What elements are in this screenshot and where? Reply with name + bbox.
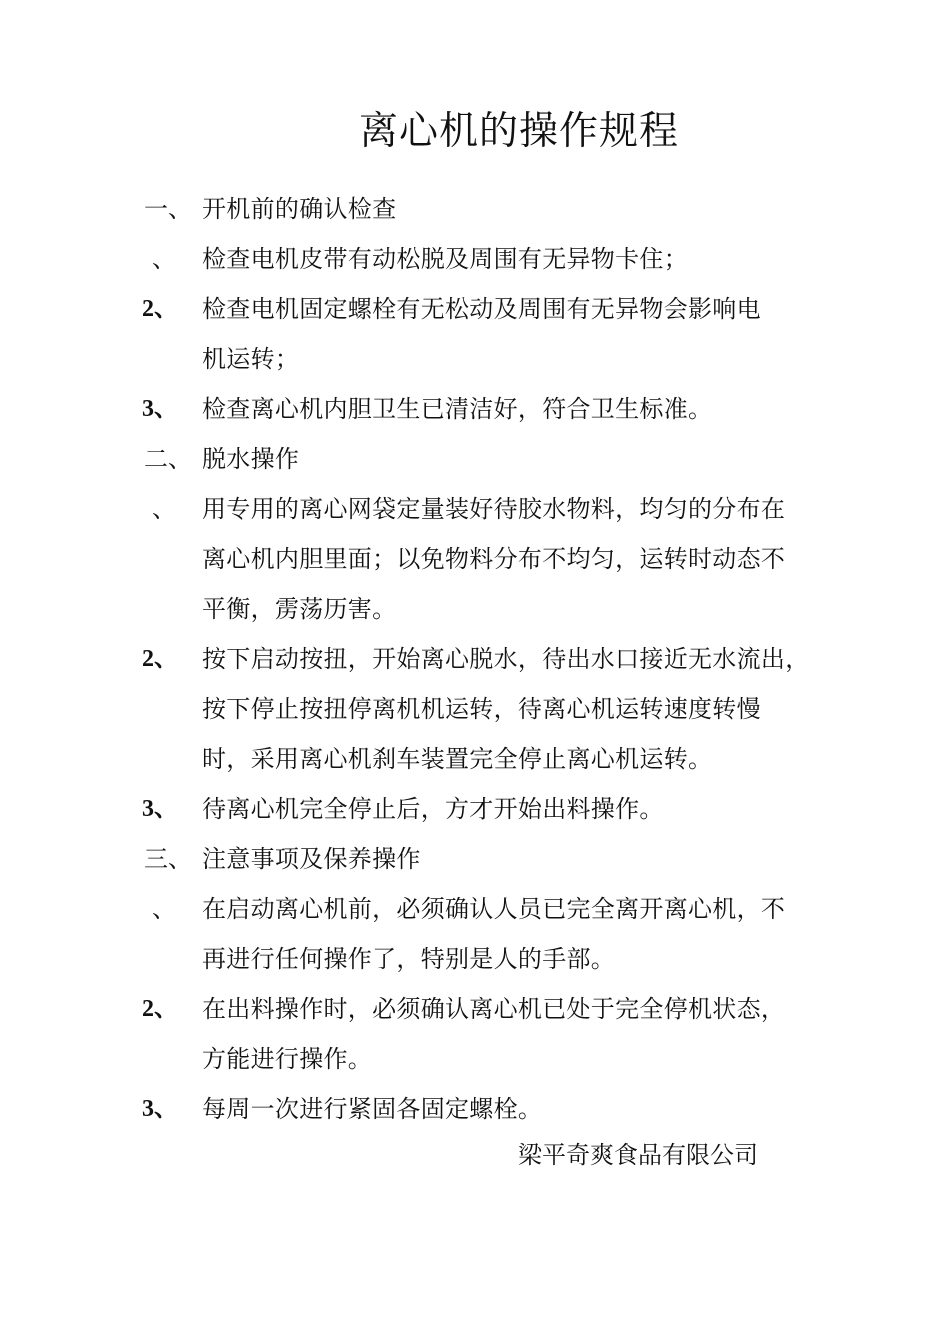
section-number: 二、 xyxy=(144,445,192,473)
section-heading-text: 注意事项及保养操作 xyxy=(202,845,421,873)
item-number: 、 xyxy=(152,495,176,523)
item-text: 平衡，雳荡历害。 xyxy=(202,595,397,623)
list-item xyxy=(0,1084,950,1134)
item-text: 检查离心机内胆卫生已清洁好，符合卫生标准。 xyxy=(202,395,713,423)
section-heading-3 xyxy=(0,834,950,884)
list-item-continuation xyxy=(0,584,950,634)
section-heading-text: 开机前的确认检查 xyxy=(202,195,397,223)
section-heading-1 xyxy=(0,184,950,234)
item-number: 、 xyxy=(152,245,176,273)
item-text: 再进行任何操作了，特别是人的手部。 xyxy=(202,945,616,973)
item-number: 2、 xyxy=(142,646,178,672)
list-item xyxy=(0,234,950,284)
list-item xyxy=(0,634,950,684)
item-text: 方能进行操作。 xyxy=(202,1045,373,1073)
item-text: 机运转； xyxy=(202,345,300,373)
item-text: 检查电机皮带有动松脱及周围有无异物卡住； xyxy=(202,245,688,273)
item-number: 3、 xyxy=(142,796,178,822)
item-text: 按下启动按扭，开始离心脱水，待出水口接近无水流出， xyxy=(202,645,810,673)
list-item-continuation xyxy=(0,1034,950,1084)
item-text: 用专用的离心网袋定量装好待胶水物料，均匀的分布在 xyxy=(202,495,786,523)
list-item-continuation xyxy=(0,934,950,984)
list-item xyxy=(0,384,950,434)
section-heading-2 xyxy=(0,434,950,484)
page-title: 离心机的操作规程 xyxy=(358,109,679,154)
item-text: 时，采用离心机刹车装置完全停止离心机运转。 xyxy=(202,745,713,773)
item-text: 在出料操作时，必须确认离心机已处于完全停机状态， xyxy=(202,995,786,1023)
company-signature: 梁平奇爽食品有限公司 xyxy=(518,1141,758,1169)
section-heading-text: 脱水操作 xyxy=(202,445,300,473)
item-number: 2、 xyxy=(142,996,178,1022)
list-item xyxy=(0,284,950,334)
item-number: 2、 xyxy=(142,296,178,322)
item-text: 每周一次进行紧固各固定螺栓。 xyxy=(202,1095,543,1123)
list-item xyxy=(0,984,950,1034)
list-item xyxy=(0,484,950,534)
list-item xyxy=(0,884,950,934)
item-text: 检查电机固定螺栓有无松动及周围有无异物会影响电 xyxy=(202,295,761,323)
item-number: 、 xyxy=(152,895,176,923)
item-text: 待离心机完全停止后，方才开始出料操作。 xyxy=(202,795,664,823)
list-item-continuation xyxy=(0,734,950,784)
list-item-continuation xyxy=(0,334,950,384)
list-item xyxy=(0,784,950,834)
item-number: 3、 xyxy=(142,396,178,422)
item-number: 3、 xyxy=(142,1096,178,1122)
list-item-continuation xyxy=(0,534,950,584)
item-text: 在启动离心机前，必须确认人员已完全离开离心机，不 xyxy=(202,895,786,923)
list-item-continuation xyxy=(0,684,950,734)
section-number: 三、 xyxy=(144,845,192,873)
section-number: 一、 xyxy=(144,195,192,223)
item-text: 按下停止按扭停离机机运转，待离心机运转速度转慢 xyxy=(202,695,761,723)
item-text: 离心机内胆里面；以免物料分布不均匀，运转时动态不 xyxy=(202,545,786,573)
